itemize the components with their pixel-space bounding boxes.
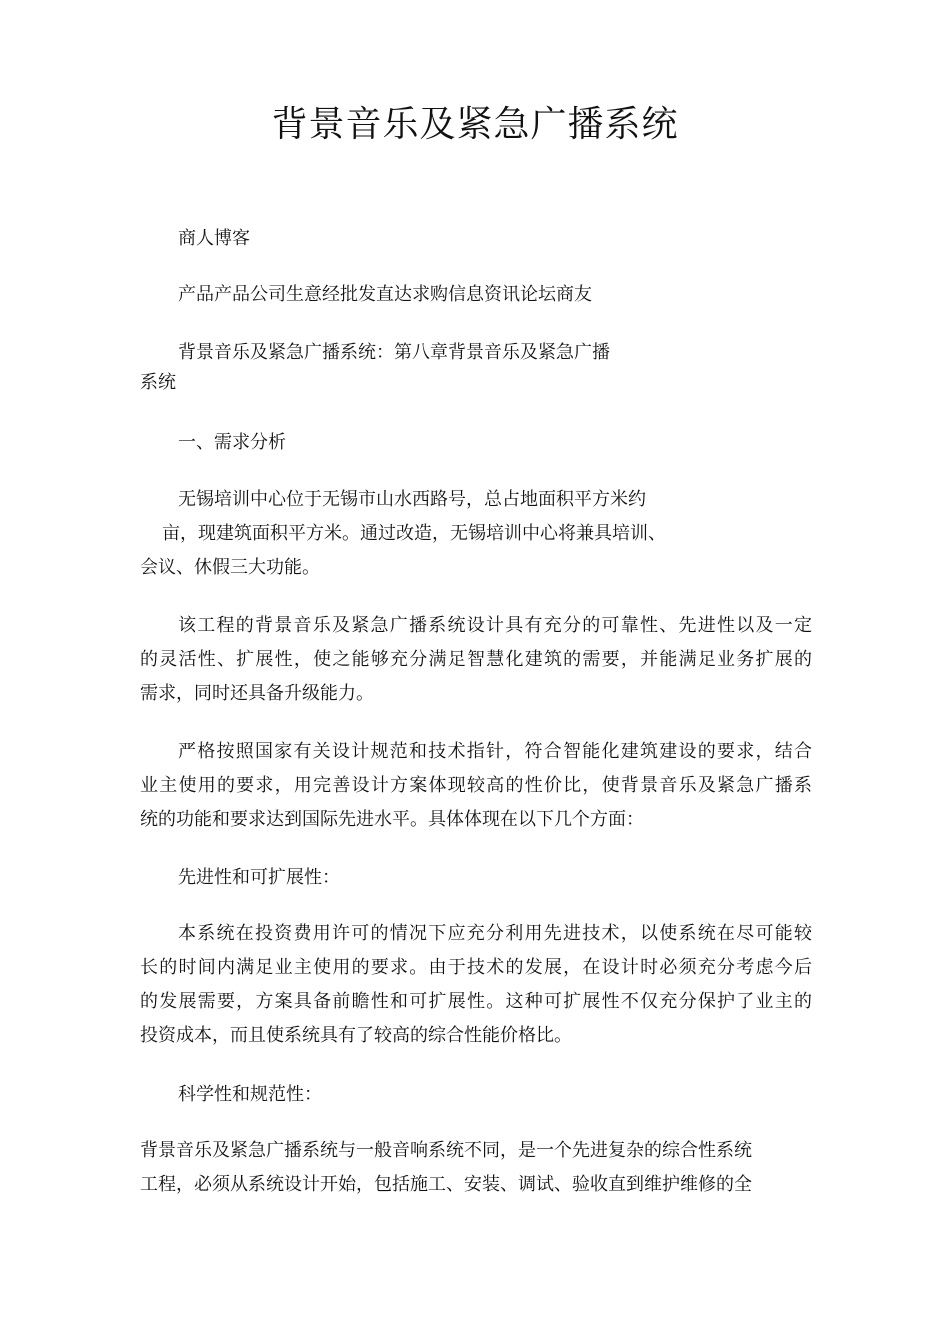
paragraph-design-goals bbox=[140, 609, 812, 711]
paragraph-system-engineering bbox=[140, 1134, 812, 1202]
section-heading-requirements bbox=[140, 426, 812, 460]
text-line: 严格按照国家有关设计规范和技术指针，符合智能化建筑建设的要求，结合 bbox=[178, 741, 812, 762]
text-line: 投资成本，而且使系统具有了较高的综合性能价格比。 bbox=[140, 1025, 572, 1046]
text-line: 科学性和规范性： bbox=[178, 1084, 322, 1105]
text-line: 背景音乐及紧急广播系统：第八章背景音乐及紧急广播 bbox=[178, 342, 610, 363]
paragraph-extensibility bbox=[140, 917, 812, 1053]
paragraph-chapter-heading bbox=[140, 336, 812, 400]
text-line: 长的时间内满足业主使用的要求。由于技术的发展，在设计时必须充分考虑今后 bbox=[140, 957, 812, 978]
paragraph-site-overview bbox=[140, 483, 812, 585]
text-line: 的发展需要，方案具备前瞻性和可扩展性。这种可扩展性不仅充分保护了业主的 bbox=[140, 991, 812, 1012]
text-line: 产品产品公司生意经批发直达求购信息资讯论坛商友 bbox=[178, 284, 592, 305]
text-line: 先进性和可扩展性： bbox=[178, 867, 340, 888]
text-line: 业主使用的要求，用完善设计方案体现较高的性价比，使背景音乐及紧急广播系 bbox=[140, 775, 812, 796]
text-line: 该工程的背景音乐及紧急广播系统设计具有充分的可靠性、先进性以及一定 bbox=[178, 615, 812, 636]
subheading-scientific-standard bbox=[140, 1078, 812, 1112]
text-line: 本系统在投资费用许可的情况下应充分利用先进技术，以使系统在尽可能较 bbox=[178, 923, 812, 944]
text-line: 需求，同时还具备升级能力。 bbox=[140, 683, 374, 704]
text-line: 商人博客 bbox=[178, 228, 250, 249]
paragraph-nav-links bbox=[140, 278, 812, 312]
text-line: 统的功能和要求达到国际先进水平。具体体现在以下几个方面： bbox=[140, 809, 644, 830]
document-title: 背景音乐及紧急广播系统 bbox=[271, 104, 679, 145]
text-line: 亩，现建筑面积平方米。通过改造，无锡培训中心将兼具培训、 bbox=[162, 523, 666, 544]
subheading-advanced-extensible bbox=[140, 861, 812, 895]
text-line: 工程，必须从系统设计开始，包括施工、安装、调试、验收直到维护维修的全 bbox=[140, 1174, 752, 1195]
text-line: 的灵活性、扩展性，使之能够充分满足智慧化建筑的需要，并能满足业务扩展的 bbox=[140, 649, 812, 670]
text-line: 会议、休假三大功能。 bbox=[140, 557, 320, 578]
text-line: 系统 bbox=[140, 372, 176, 393]
text-line: 一、需求分析 bbox=[178, 432, 286, 453]
paragraph-standards bbox=[140, 735, 812, 837]
paragraph-blog bbox=[140, 222, 812, 256]
text-line: 无锡培训中心位于无锡市山水西路号，总占地面积平方米约 bbox=[178, 489, 646, 510]
text-line: 背景音乐及紧急广播系统与一般音响系统不同，是一个先进复杂的综合性系统 bbox=[140, 1140, 752, 1161]
